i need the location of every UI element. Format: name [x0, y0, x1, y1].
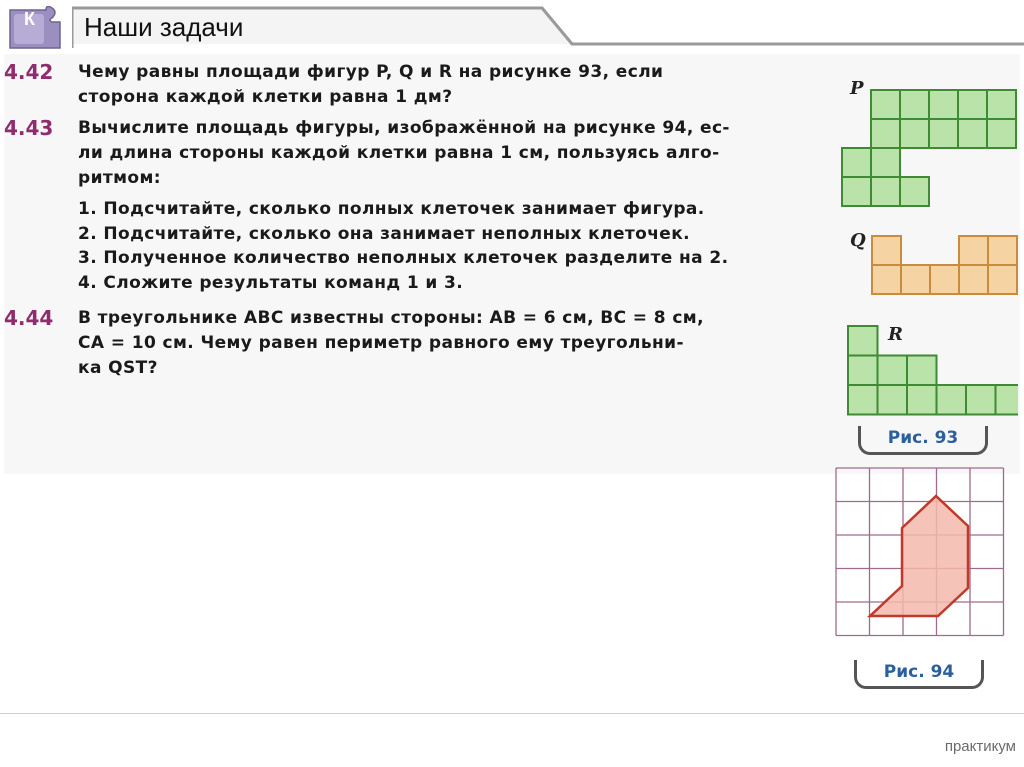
grid-cell — [996, 385, 1019, 415]
grid-cell — [871, 148, 900, 177]
grid-cell — [848, 326, 878, 356]
figure-p — [842, 90, 1016, 206]
grid-cell — [937, 385, 967, 415]
grid-cell — [900, 119, 929, 148]
algorithm-step: 1. Подсчитайте, сколько полных клеточек занимает фигура. — [78, 199, 705, 219]
grid-cell — [848, 356, 878, 386]
grid-cell — [871, 177, 900, 206]
figure-r-label: R — [888, 324, 903, 345]
grid-cell — [966, 385, 996, 415]
problem-line: ка QST? — [78, 358, 158, 378]
grid-cell — [872, 236, 901, 265]
figure-q-label: Q — [850, 230, 866, 251]
puzzle-badge-letter: К — [24, 9, 35, 29]
figure-p-label: P — [850, 78, 864, 99]
grid-cell — [929, 90, 958, 119]
problem-number: 4.43 — [4, 116, 54, 140]
grid-cell — [988, 265, 1017, 294]
grid-cell — [871, 119, 900, 148]
grid-cell — [872, 265, 901, 294]
grid-cell — [988, 236, 1017, 265]
problem-line: Чему равны площади фигур P, Q и R на рисунке 93, если — [78, 62, 664, 82]
algorithm-steps — [78, 197, 810, 295]
grid-cell — [959, 236, 988, 265]
grid-cell — [848, 385, 878, 415]
grid-cell — [987, 90, 1016, 119]
figure-q — [872, 236, 1017, 294]
figures-drawing — [828, 70, 1018, 710]
algorithm-step: 3. Полученное количество неполных клеточек разделите на 2. — [78, 248, 729, 268]
grid-cell — [900, 177, 929, 206]
puzzle-icon — [6, 6, 66, 52]
page-title: Наши задачи — [84, 12, 244, 42]
problem-line: ли длина стороны каждой клетки равна 1 см, пользуясь алго- — [78, 143, 720, 163]
problem-number: 4.44 — [4, 306, 54, 330]
problem-line: ритмом: — [78, 168, 162, 188]
problem-text — [78, 116, 810, 295]
problem-text — [78, 60, 810, 110]
grid-cell — [842, 148, 871, 177]
grid-cell — [878, 356, 908, 386]
grid-cell — [901, 265, 930, 294]
problem-line: Вычислите площадь фигуры, изображённой на рисунке 94, ес- — [78, 118, 730, 138]
problem-line: сторона каждой клетки равна 1 дм? — [78, 87, 453, 107]
grid-cell — [878, 385, 908, 415]
grid-cell — [907, 356, 937, 386]
grid-cell — [930, 265, 959, 294]
problem-text — [78, 306, 810, 381]
figure-r — [848, 326, 1018, 415]
footer-divider — [0, 713, 1024, 714]
footer-label: практикум — [944, 738, 1016, 755]
problem-line: CA = 10 см. Чему равен периметр равного ему треугольни- — [78, 333, 684, 353]
figure-94-shape — [870, 496, 968, 616]
grid-cell — [907, 385, 937, 415]
grid-cell — [900, 90, 929, 119]
grid-cell — [958, 90, 987, 119]
grid-cell — [871, 90, 900, 119]
algorithm-step: 2. Подсчитайте, сколько она занимает неполных клеточек. — [78, 223, 691, 244]
algorithm-step: 4. Сложите результаты команд 1 и 3. — [78, 272, 464, 293]
grid-cell — [987, 119, 1016, 148]
problem-number: 4.42 — [4, 60, 54, 84]
slide-header — [0, 0, 1024, 52]
figures-column — [828, 70, 1018, 710]
figure-94-caption: Рис. 94 — [854, 660, 984, 689]
grid-cell — [958, 119, 987, 148]
problem-line: В треугольнике ABC известны стороны: AB = 6 см, BC = 8 см, — [78, 308, 704, 328]
grid-cell — [959, 265, 988, 294]
figure-93-caption: Рис. 93 — [858, 426, 988, 455]
grid-cell — [842, 177, 871, 206]
grid-cell — [929, 119, 958, 148]
